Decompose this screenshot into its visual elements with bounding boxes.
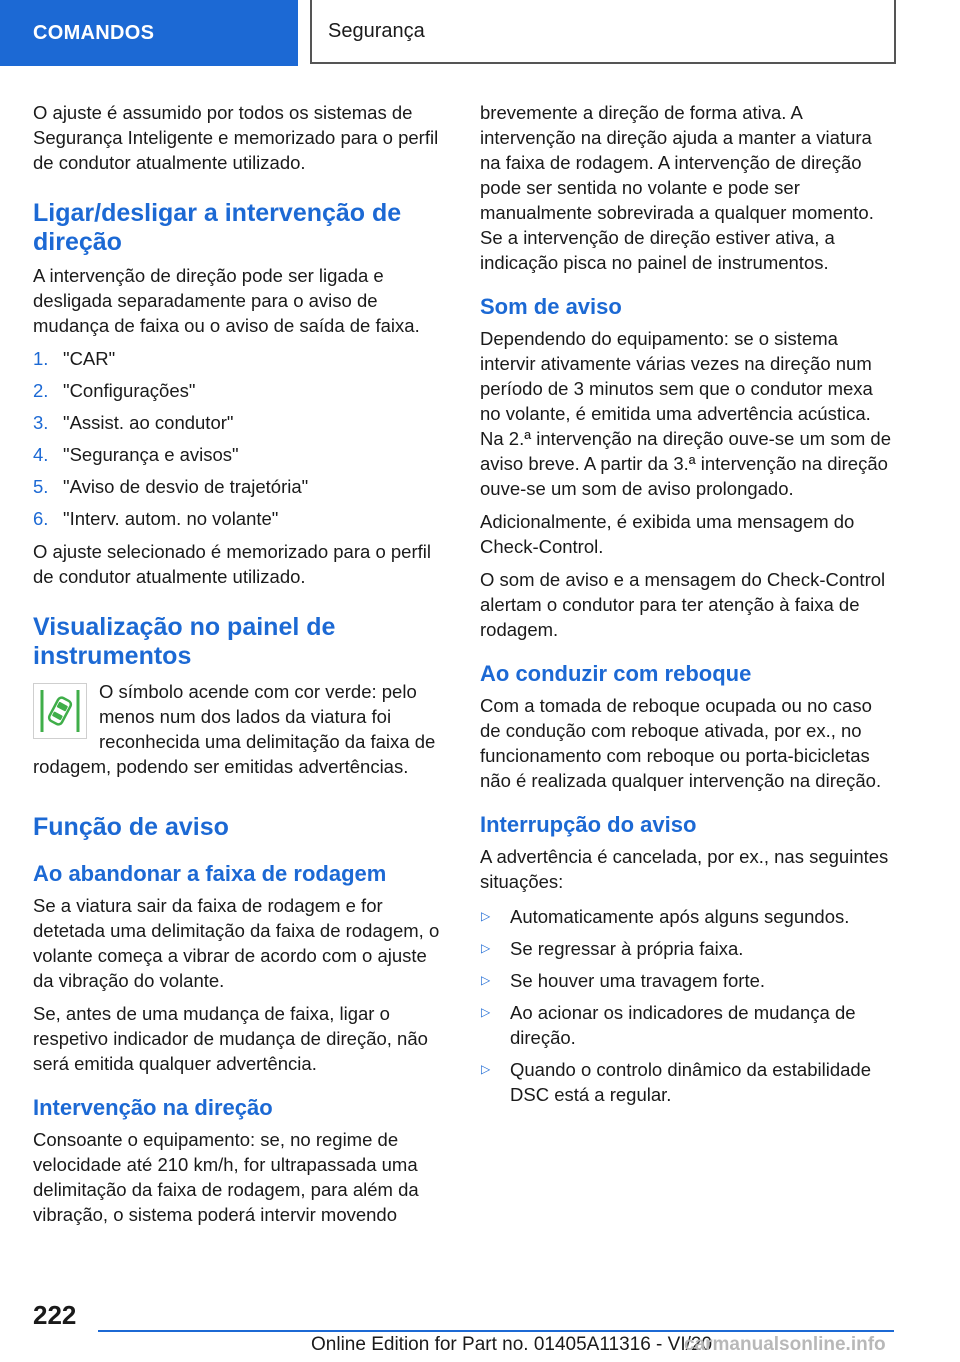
heading-leaving-lane: Ao abandonar a faixa de rodagem — [33, 861, 387, 886]
list-item — [33, 474, 449, 499]
list-item — [480, 904, 896, 929]
step-number: 6. — [33, 508, 49, 529]
list-item — [33, 378, 449, 403]
sound-paragraph-2: Adicionalmente, é exibida uma mensagem do Check-Control. — [480, 511, 855, 557]
display-text: O símbolo acende com cor verde: pelo menos num dos lados da viatura foi reconhecida uma delimitação da faixa de rodagem, podendo ser emitidas advertências. — [33, 681, 436, 777]
sound-paragraph-1: Dependendo do equipamento: se o sistema intervir ativamente várias vezes na direção num período de 3 minutos sem que o condutor mexa no volante, é emitida uma advertência acústica. Na 2.ª intervenção na direção ouve-se um som de aviso breve. A partir da 3.ª intervenção na direção ouve-se um som de aviso prolongado. — [480, 328, 891, 499]
step-text: "Aviso de desvio de trajetória" — [63, 476, 309, 497]
right-column — [480, 100, 896, 1114]
heading-interruption: Interrupção do aviso — [480, 812, 697, 837]
intro-paragraph: O ajuste é assumido por todos os sistemas de Segurança Inteligente e memorizado para o perfil de condutor atualmente utilizado. — [33, 102, 439, 173]
bullet-text: Se regressar à própria faixa. — [510, 938, 744, 959]
heading-warning-sound: Som de aviso — [480, 294, 622, 319]
heading-warning-function: Função de aviso — [33, 813, 229, 841]
step-number: 1. — [33, 348, 49, 369]
step-text: "CAR" — [63, 348, 116, 369]
list-item — [33, 346, 449, 371]
bullet-triangle-icon: ▷ — [481, 909, 491, 923]
left-column — [33, 100, 449, 1235]
bullet-text: Quando o controlo dinâmico da estabilidade DSC está a regular. — [510, 1059, 871, 1105]
heading-steering-intervention: Intervenção na direção — [33, 1095, 273, 1120]
step-number: 3. — [33, 412, 49, 433]
display-paragraph — [33, 679, 449, 779]
bullet-triangle-icon: ▷ — [481, 1005, 491, 1019]
list-item — [480, 936, 896, 961]
bullet-text: Automaticamente após alguns segundos. — [510, 906, 850, 927]
interruption-list — [480, 904, 896, 1107]
list-item — [480, 968, 896, 993]
after-steps-paragraph: O ajuste selecionado é memorizado para o perfil de condutor atualmente utilizado. — [33, 541, 431, 587]
leaving-paragraph-1: Se a viatura sair da faixa de rodagem e for detetada uma delimitação da faixa de rodagem, o volante começa a vibrar de acordo com o ajuste da vibração do volante. — [33, 895, 440, 991]
step-text: "Configurações" — [63, 380, 196, 401]
heading-instrument-display: Visualização no painel de instrumentos — [33, 613, 336, 670]
sound-paragraph-3: O som de aviso e a mensagem do Check-Control alertam o condutor para ter atenção à faixa de rodagem. — [480, 569, 886, 640]
interrupt-paragraph: A advertência é cancelada, por ex., nas seguintes situações: — [480, 846, 889, 892]
chapter-title: Segurança — [328, 19, 425, 42]
bullet-triangle-icon: ▷ — [481, 1062, 491, 1076]
step-number: 2. — [33, 380, 49, 401]
step-text: "Interv. autom. no volante" — [63, 508, 279, 529]
heading-trailer: Ao conduzir com reboque — [480, 661, 752, 686]
page-number: 222 — [33, 1300, 77, 1330]
intervention-paragraph: Consoante o equipamento: se, no regime de velocidade até 210 km/h, for ultrapassada uma delimitação da faixa de rodagem, para além da vibração, o sistema poderá intervir movendo — [33, 1129, 419, 1225]
bullet-triangle-icon: ▷ — [481, 973, 491, 987]
continued-paragraph: brevemente a direção de forma ativa. A intervenção na direção ajuda a manter a viatura na faixa de rodagem. A intervenção de direção pode ser sentida no volante e pode ser manualmente sobrevirada a qualquer momento. Se a intervenção de direção estiver ativa, a indicação pisca no painel de instrumentos. — [480, 102, 874, 273]
list-item — [33, 410, 449, 435]
list-item — [33, 442, 449, 467]
section-label: COMANDOS — [33, 21, 155, 44]
heading-toggle-steering: Ligar/desligar a intervenção de direção — [33, 199, 402, 256]
footer-divider — [98, 1330, 894, 1332]
step-number: 4. — [33, 444, 49, 465]
page-footer — [0, 1290, 960, 1362]
step-text: "Assist. ao condutor" — [63, 412, 234, 433]
section-tab — [0, 0, 298, 66]
list-item — [33, 506, 449, 531]
bullet-text: Se houver uma travagem forte. — [510, 970, 766, 991]
leaving-paragraph-2: Se, antes de uma mudança de faixa, ligar o respetivo indicador de mudança de direção, não será emitida qualquer advertência. — [33, 1003, 428, 1074]
menu-steps-list — [33, 346, 449, 531]
list-item — [480, 1057, 896, 1107]
chapter-title-box — [310, 0, 896, 64]
step-text: "Segurança e avisos" — [63, 444, 239, 465]
watermark-logo: carmanualsonline.info — [684, 1334, 886, 1355]
bullet-text: Ao acionar os indicadores de mudança de direção. — [510, 1002, 856, 1048]
trailer-paragraph: Com a tomada de reboque ocupada ou no caso de condução com reboque ativada, por ex., no funcionamento com reboque ou porta-bicicletas não é realizada qualquer intervenção na direção. — [480, 695, 882, 791]
lane-departure-warning-icon — [33, 683, 87, 739]
edition-text: Online Edition for Part no. 01405A11316 - VI/20 — [311, 1334, 713, 1355]
page-header — [0, 0, 960, 68]
toggle-paragraph: A intervenção de direção pode ser ligada e desligada separadamente para o aviso de mudança de faixa ou o aviso de saída de faixa. — [33, 265, 420, 336]
bullet-triangle-icon: ▷ — [481, 941, 491, 955]
step-number: 5. — [33, 476, 49, 497]
list-item — [480, 1000, 896, 1050]
